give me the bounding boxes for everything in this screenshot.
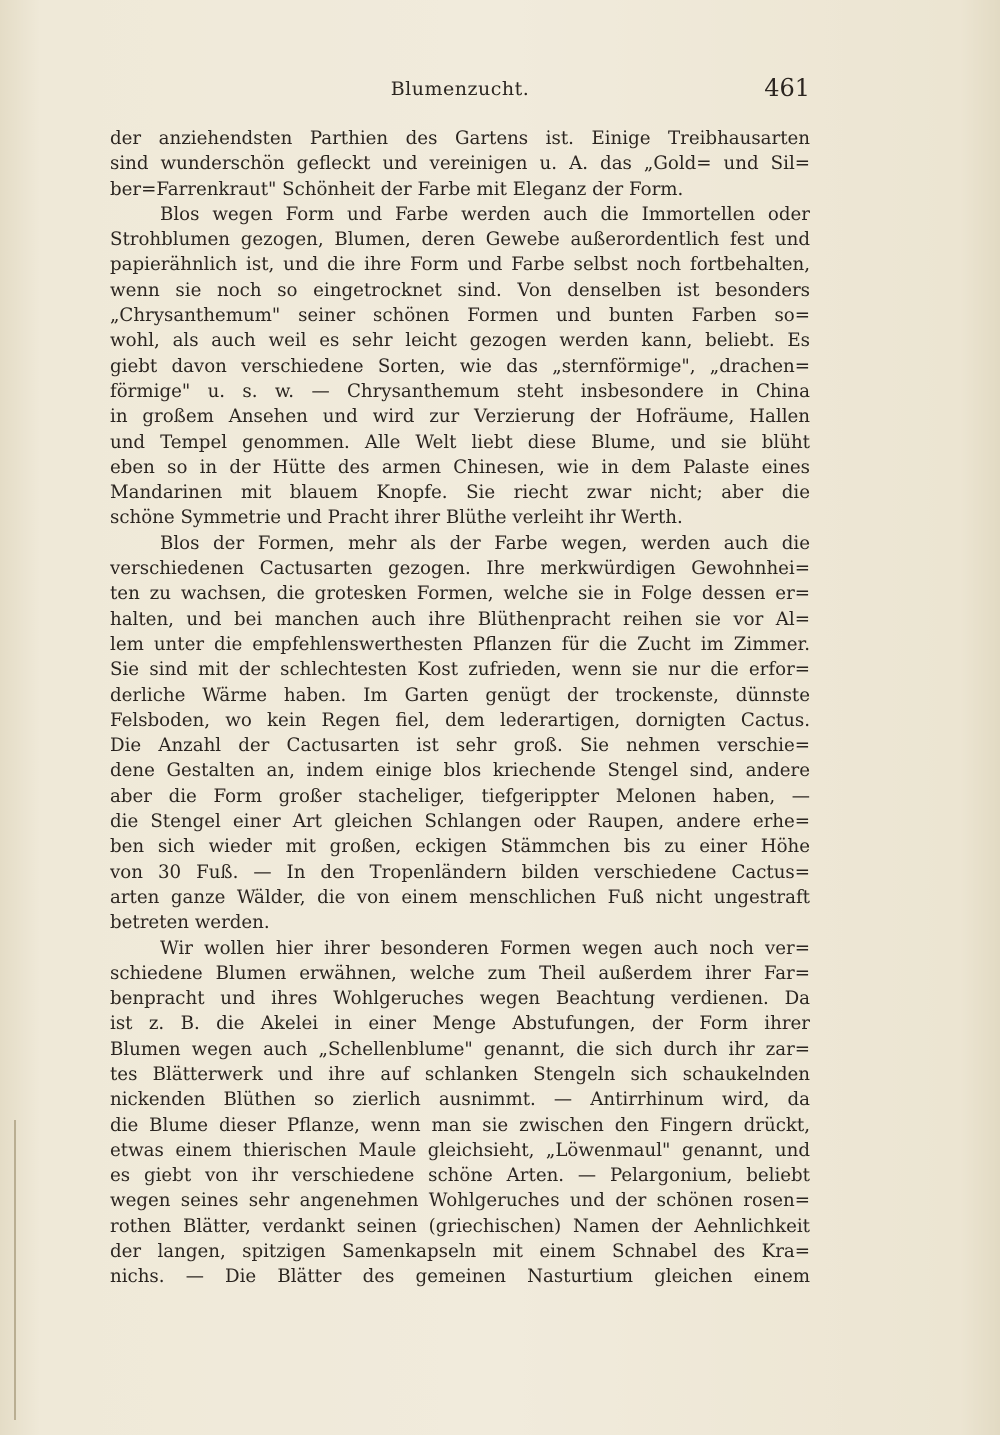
text-line: arten ganze Wälder, die von einem menschlichen Fuß nicht ungestraft — [110, 886, 810, 908]
running-title: Blumenzucht. — [390, 78, 530, 100]
text-line: förmige" u. s. w. — Chrysanthemum steht insbesondere in China — [110, 380, 810, 402]
text-line: „Chrysanthemum" seiner schönen Formen und bunten Farben so= — [110, 305, 810, 327]
text-line: etwas einem thierischen Maule gleichsieht, „Löwenmaul" genannt, und — [110, 1139, 810, 1161]
text-line: ist z. B. die Akelei in einer Menge Abstufungen, der Form ihrer — [110, 1013, 810, 1035]
text-line: papierähnlich ist, und die ihre Form und Farbe selbst noch fortbehalten, — [110, 254, 810, 276]
text-line: Wir wollen hier ihrer besonderen Formen wegen auch noch ver= — [160, 937, 810, 959]
text-line: Die Anzahl der Cactusarten ist sehr groß. Sie nehmen verschie= — [110, 735, 810, 757]
text-line: verschiedenen Cactusarten gezogen. Ihre merkwürdigen Gewohnhei= — [110, 558, 810, 580]
text-line: halten, und bei manchen auch ihre Blüthenpracht reihen sie vor Al= — [110, 608, 810, 630]
text-line: wegen seines sehr angenehmen Wohlgeruches und der schönen rosen= — [110, 1190, 810, 1212]
text-line: und Tempel genommen. Alle Welt liebt diese Blume, und sie blüht — [110, 431, 810, 453]
text-line: ber=Farrenkraut" Schönheit der Farbe mit Eleganz der Form. — [110, 178, 684, 200]
text-line: Mandarinen mit blauem Knopfe. Sie riecht zwar nicht; aber die — [110, 482, 810, 504]
text-line: wenn sie noch so eingetrocknet sind. Von denselben ist besonders — [110, 279, 810, 301]
text-line: Sie sind mit der schlechtesten Kost zufrieden, wenn sie nur die erfor= — [110, 659, 810, 681]
text-line: eben so in der Hütte des armen Chinesen, wie in dem Palaste eines — [110, 456, 810, 478]
text-line: die Stengel einer Art gleichen Schlangen oder Raupen, andere erhe= — [110, 811, 810, 833]
text-line: der anziehendsten Parthien des Gartens ist. Einige Treibhausarten — [110, 128, 810, 149]
page-number: 461 — [764, 74, 810, 102]
text-line: von 30 Fuß. — In den Tropenländern bilden verschiedene Cactus= — [110, 861, 810, 883]
text-line: tes Blätterwerk und ihre auf schlanken Stengeln sich schaukelnden — [110, 1063, 810, 1085]
text-line: aber die Form großer stacheliger, tiefgerippter Melonen haben, — — [110, 785, 810, 807]
binding-edge-line — [14, 1120, 16, 1420]
text-line: Blos der Formen, mehr als der Farbe wegen, werden auch die — [160, 532, 810, 554]
text-line: nichs. — Die Blätter des gemeinen Nasturtium gleichen einem — [110, 1266, 810, 1288]
text-line: betreten werden. — [110, 912, 270, 934]
text-line: Felsboden, wo kein Regen fiel, dem lederartigen, dornigten Cactus. — [110, 709, 810, 731]
text-line: sind wunderschön gefleckt und vereinigen u. A. das „Gold= und Sil= — [110, 153, 810, 175]
text-line: lem unter die empfehlenswerthesten Pflanzen für die Zucht im Zimmer. — [110, 633, 810, 655]
text-line: ten zu wachsen, die grotesken Formen, welche sie in Folge dessen er= — [110, 583, 810, 605]
text-line: rothen Blätter, verdankt seinen (griechischen) Namen der Aehnlichkeit — [110, 1215, 810, 1237]
text-line: die Blume dieser Pflanze, wenn man sie zwischen den Fingern drückt, — [110, 1114, 810, 1136]
text-line: schöne Symmetrie und Pracht ihrer Blüthe verleiht ihr Werth. — [110, 507, 683, 529]
text-line: nickenden Blüthen so zierlich ausnimmt. — Antirrhinum wird, da — [110, 1089, 810, 1111]
body-text — [110, 126, 810, 1342]
text-line: wohl, als auch weil es sehr leicht gezogen werden kann, beliebt. Es — [110, 330, 810, 352]
text-line: schiedene Blumen erwähnen, welche zum Theil außerdem ihrer Far= — [110, 962, 810, 984]
text-line: benpracht und ihres Wohlgeruches wegen Beachtung verdienen. Da — [110, 988, 810, 1010]
text-line: es giebt von ihr verschiedene schöne Arten. — Pelargonium, beliebt — [110, 1165, 810, 1187]
text-line: ben sich wieder mit großen, eckigen Stämmchen bis zu einer Höhe — [110, 836, 810, 858]
text-line: Blumen wegen auch „Schellenblume" genannt, die sich durch ihr zar= — [110, 1038, 810, 1060]
text-line: giebt davon verschiedene Sorten, wie das „sternförmige", „drachen= — [110, 355, 810, 377]
text-line: in großem Ansehen und wird zur Verzierung der Hofräume, Hallen — [110, 406, 810, 428]
text-line: derliche Wärme haben. Im Garten genügt der trockenste, dünnste — [110, 684, 810, 706]
text-line: dene Gestalten an, indem einige blos kriechende Stengel sind, andere — [110, 760, 810, 782]
text-line: Strohblumen gezogen, Blumen, deren Gewebe außerordentlich fest und — [110, 229, 810, 251]
text-line: Blos wegen Form und Farbe werden auch die Immortellen oder — [160, 203, 810, 225]
page-header — [110, 74, 810, 104]
text-line: der langen, spitzigen Samenkapseln mit einem Schnabel des Kra= — [110, 1241, 810, 1263]
